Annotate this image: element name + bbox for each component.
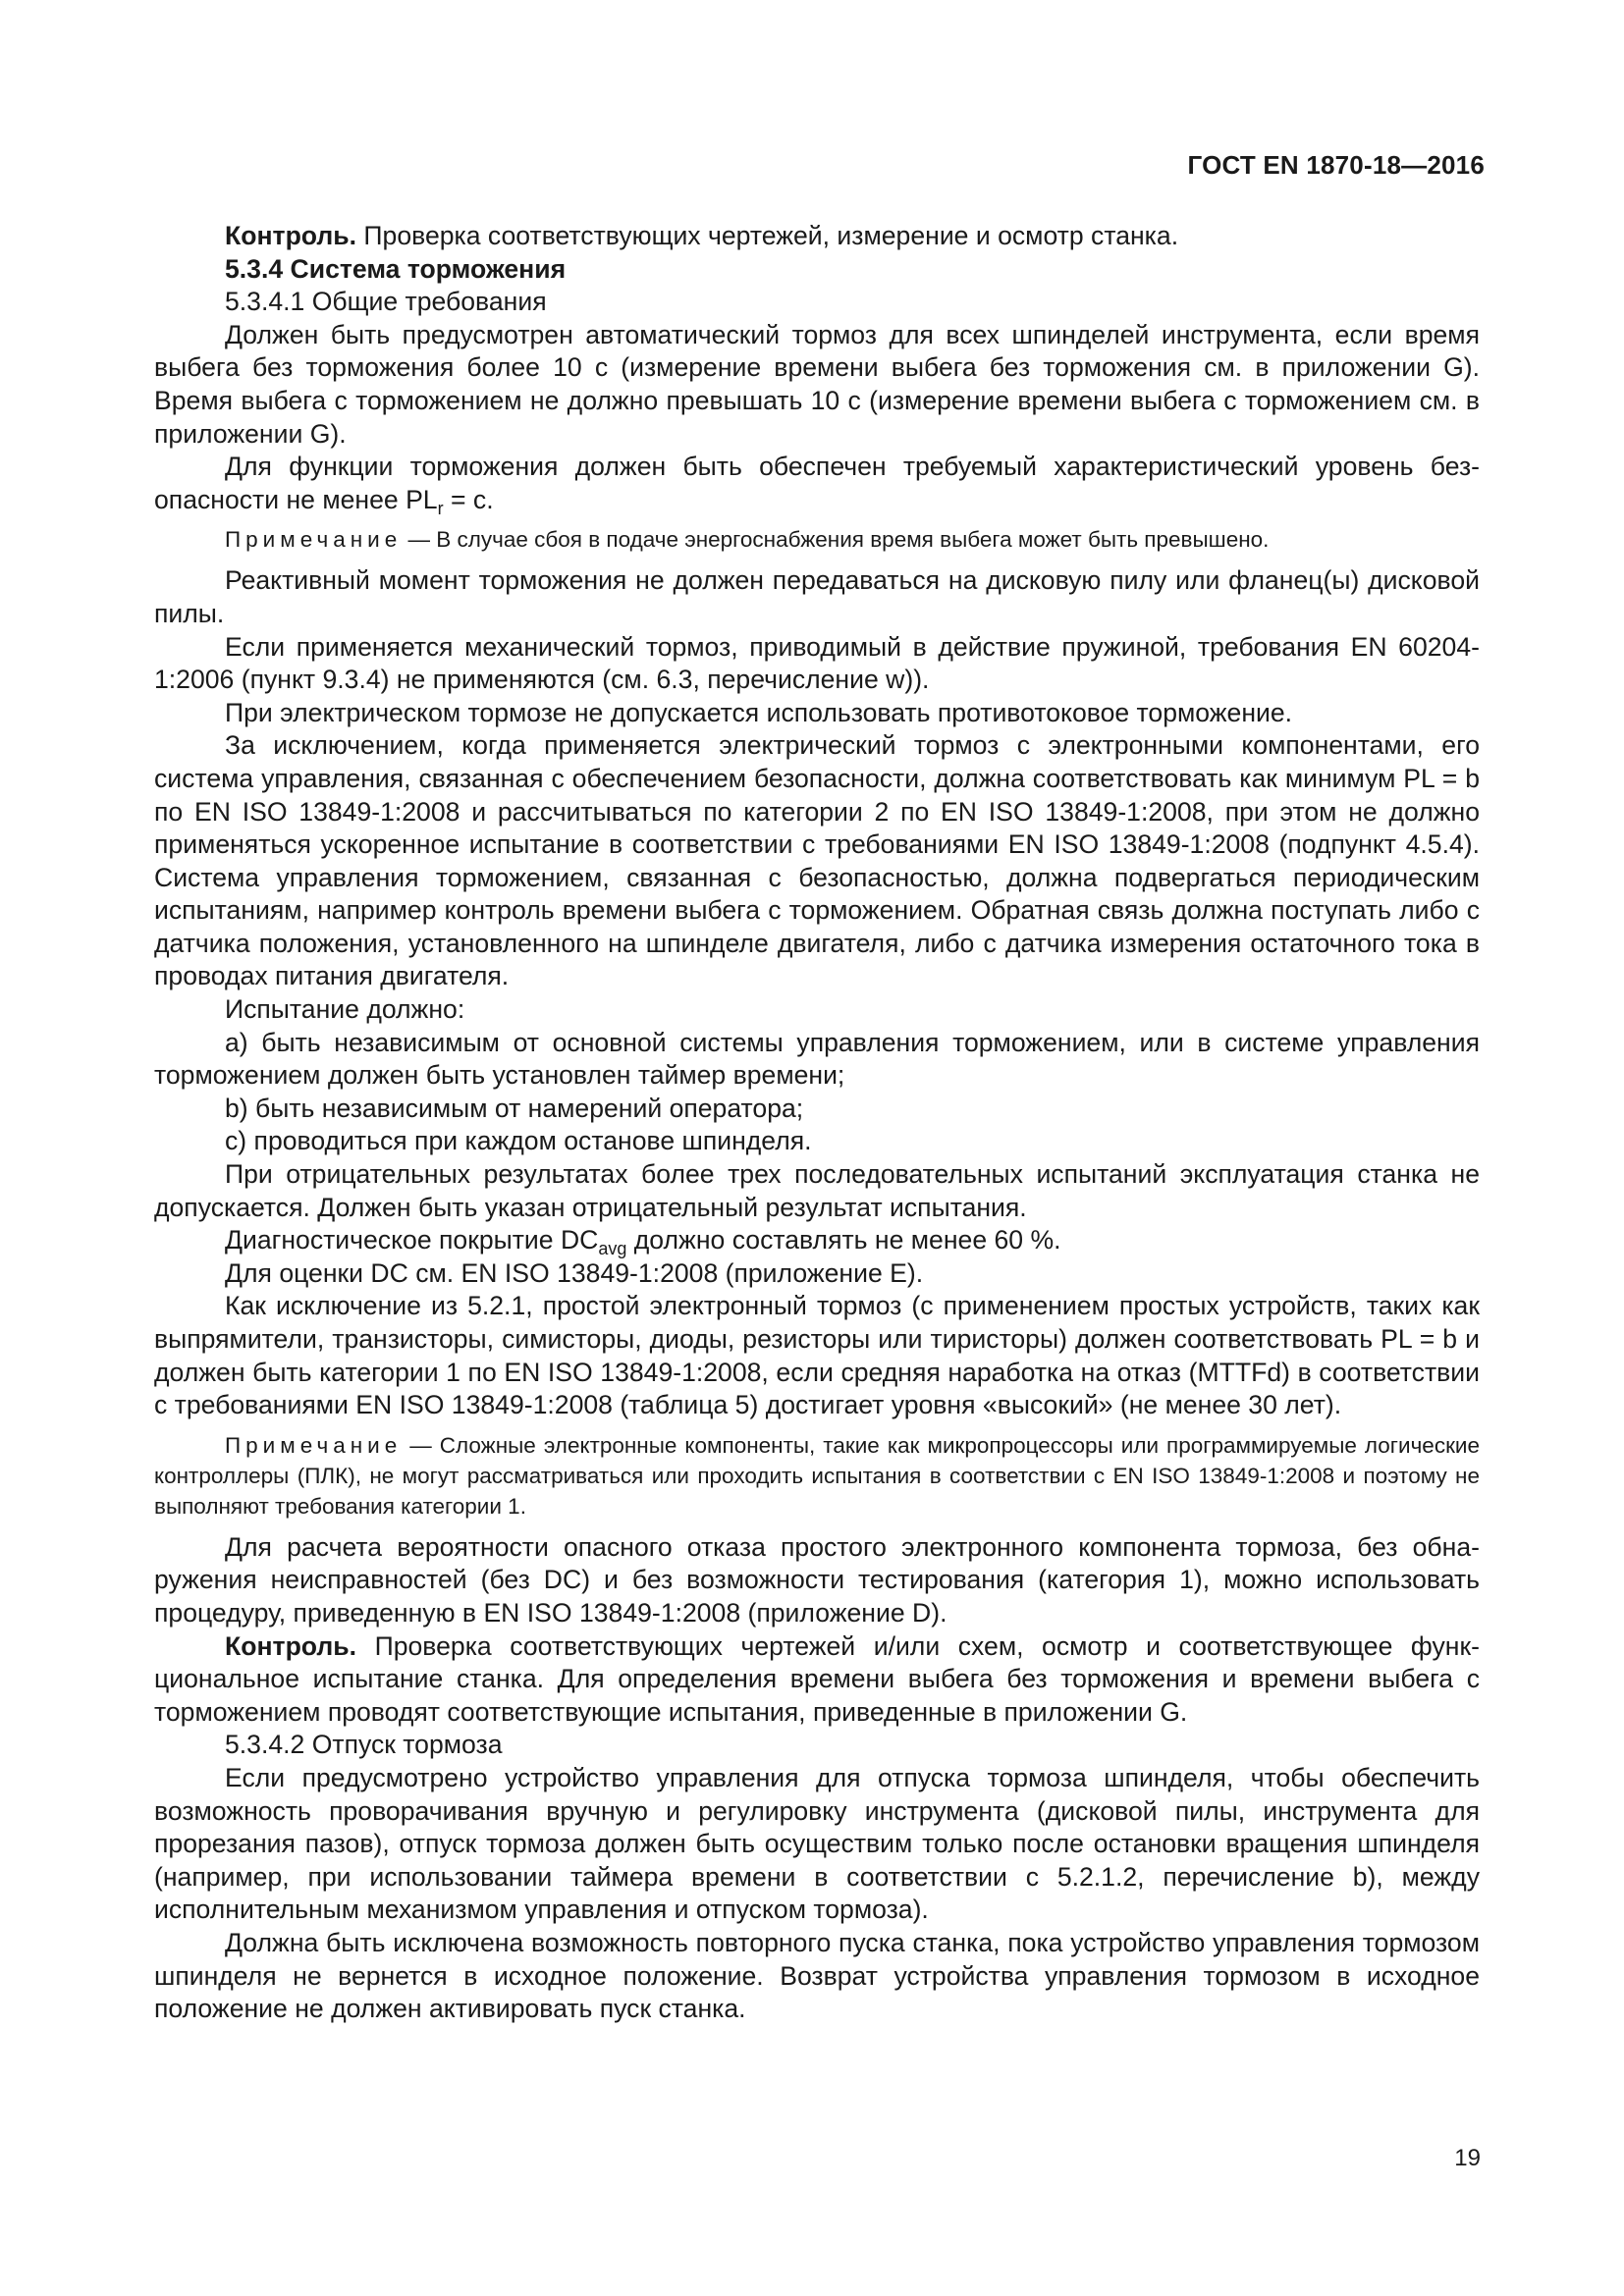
paragraph: Как исключение из 5.2.1, простой электронный тормоз (с применением простых устройств, таких как выпрямители, транзисторы, симисторы, диоды, резисторы или тиристоры) должен соответствовать PL = b и должен быть категории 1 по EN ISO 13849-1:2008, если средняя наработка на отказ (MTTFd) в соответствии с требованиями EN ISO 13849-1:2008 (таблица 5) достигает уровня «высокий» (не менее 30 лет). [154, 1291, 1480, 1420]
list-item-a: a) быть независимым от основной системы управления торможением, или в системе управления торможением должен быть установлен таймер времени; [154, 1027, 1480, 1091]
page-number: 19 [1454, 2145, 1481, 2171]
list-item-c: c) проводиться при каждом останове шпинделя. [225, 1126, 812, 1156]
section-heading-5-3-4: 5.3.4 Система торможения [225, 253, 567, 284]
paragraph: За исключением, когда применяется электрический тормоз с электронными компонентами, его система управления, связанная с обеспечением безопасности, должна соответствовать как минимум PL = b по EN ISO 13849-1:2008 и рассчитываться по категории 2 по EN ISO 13849-1:2008, при этом не должно применяться ускоренное испытание в соответствии с требованиями EN ISO 13849-1:2008 (подпункт 4.5.4). Система управления торможением, связанная с безопасностью, должна подвергаться периодическим испытаниям, например контроль времени выбега с торможением. Обратная связь должна поступать либо с датчика положения, установленного на шпинделе двигателя, либо с датчика измерения остаточного тока в проводах питания двигателя. [154, 730, 1480, 991]
subscript: avg [598, 1239, 627, 1259]
text: = с. [443, 484, 494, 514]
paragraph: При электрическом тормозе не допускается использовать противотоковое торможение. [225, 697, 1293, 727]
control-text: Проверка соответствующих чертежей и/или схем, осмотр и соответствующее функциональное испытание станка. Для определения времени выбега без торможения и времени выбега с торможением проводят соответствующие испытания, приведенные в приложении G. [154, 1630, 1480, 1727]
text: Диагностическое покрытие DC [225, 1225, 599, 1255]
paragraph: Если применяется механический тормоз, приводимый в действие пружиной, требования EN 60204-1:2006 (пункт 9.3.4) не применяются (см. 6.3, перечисление w)). [154, 631, 1480, 695]
paragraph-control-1 [154, 220, 1480, 253]
document-header: ГОСТ EN 1870-18—2016 [1187, 150, 1485, 180]
document-body [154, 220, 1480, 2026]
note-text: — В случае сбоя в подаче энергоснабжения время выбега может быть превышено. [402, 527, 1270, 553]
paragraph: Для оценки DC см. EN ISO 13849-1:2008 (приложение E). [225, 1257, 924, 1288]
control-text: Проверка соответствующих чертежей, измерение и осмотр станка. [356, 221, 1179, 250]
paragraph: При отрицательных результатах более трех последовательных испытаний эксплуатация станка не допускается. Должен быть указан отрицательный результат испытания. [154, 1159, 1480, 1222]
note-1 [154, 524, 1480, 555]
subsection-heading-5-3-4-2: 5.3.4.2 Отпуск тормоза [225, 1730, 503, 1760]
paragraph: Реактивный момент торможения не должен передаваться на дисковую пилу или фланец(ы) дисковой пилы. [154, 565, 1480, 628]
list-item-b: b) быть независимым от намерений оператора; [225, 1093, 804, 1123]
paragraph-dc-avg [154, 1224, 1480, 1257]
control-label: Контроль. [225, 221, 357, 250]
paragraph: Должен быть предусмотрен автоматический тормоз для всех шпинделей инструмента, если время выбега без торможения более 10 с (измерение времени выбега без торможения см. в приложении G). Время выбега с торможением не должно превышать 10 с (измерение времени выбега с торможением см. в приложении G). [154, 319, 1480, 449]
subscript: r [437, 498, 444, 518]
paragraph-pl-requirement [154, 451, 1480, 516]
note-2 [154, 1430, 1480, 1522]
text: должно составлять не менее 60 %. [626, 1225, 1061, 1255]
control-label: Контроль. [225, 1630, 357, 1661]
paragraph: Испытание должно: [225, 994, 465, 1025]
paragraph: Должна быть исключена возможность повторного пуска станка, пока устройство управления тормозом шпинделя не вернется в исходное положение. Возврат устройства управления тормозом в исходное положение не должен активировать пуск станка. [154, 1927, 1480, 2024]
note-label: Примечание [225, 1432, 403, 1458]
text: Для функции торможения должен быть обеспечен требуемый характеристический уровень безопасности не менее PL [154, 452, 1480, 514]
paragraph: Если предусмотрено устройство управления для отпуска тормоза шпинделя, чтобы обеспечить возможность проворачивания вручную и регулировку инструмента (дисковой пилы, инструмента для прорезания пазов), отпуск тормоза должен быть осуществим только после остановки вращения шпинделя (например, при использовании таймера времени в соответствии с 5.2.1.2, перечисление b), между исполнительным механизмом управления и отпуском тормоза). [154, 1762, 1480, 1925]
note-text: — Сложные электронные компоненты, такие как микропроцессоры или программируемые логические контроллеры (ПЛК), не могут рассматриваться или проходить испытания в соответствии с EN ISO 13849-1:2008 и поэтому не выполняют требования категории 1. [154, 1432, 1480, 1519]
paragraph: Для расчета вероятности опасного отказа простого электронного компонента тормоза, без обнаружения неисправностей (без DC) и без возможности тестирования (категория 1), можно использовать процедуру, приведенную в EN ISO 13849-1:2008 (приложение D). [154, 1531, 1480, 1628]
note-label: Примечание [225, 527, 403, 553]
paragraph-control-2 [154, 1630, 1480, 1730]
subsection-heading-5-3-4-1: 5.3.4.1 Общие требования [225, 287, 547, 317]
